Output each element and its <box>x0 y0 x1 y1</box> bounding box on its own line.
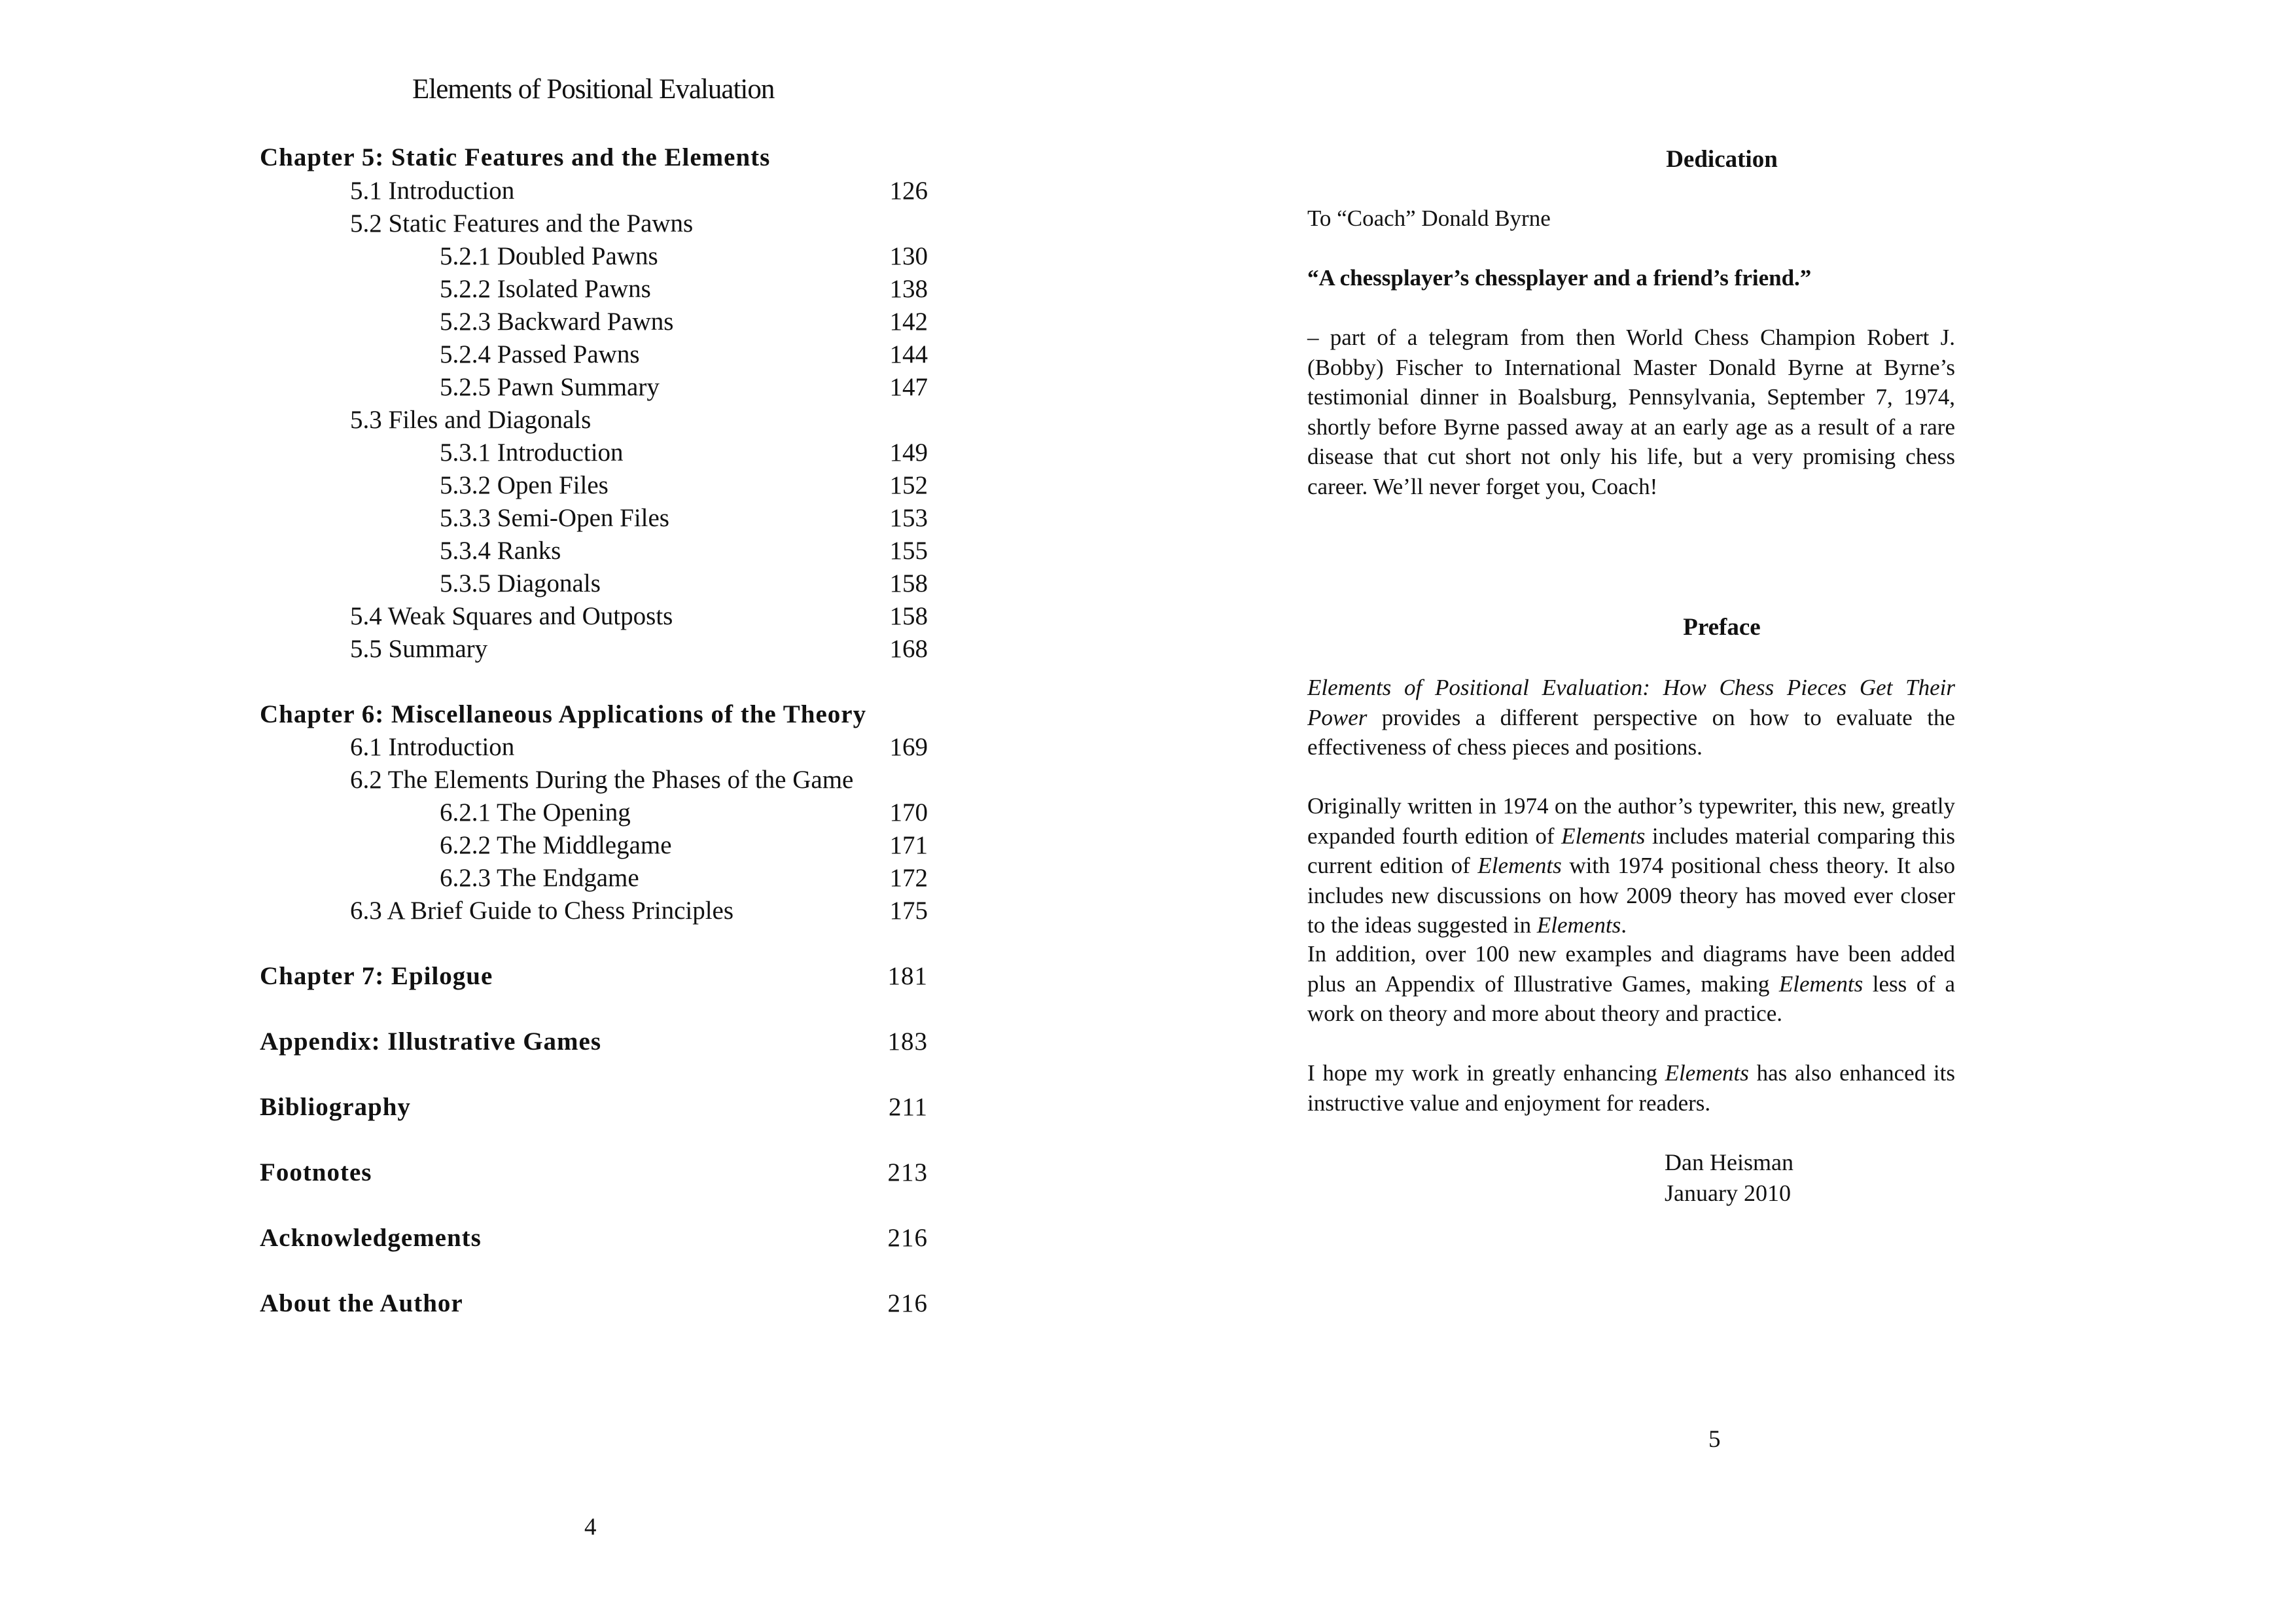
running-head: Elements of Positional Evaluation <box>412 74 775 105</box>
toc-entry-title: 5.2.3 Backward Pawns <box>440 308 674 336</box>
toc-entry-title: 5.2 Static Features and the Pawns <box>350 209 694 238</box>
toc-entry-title: Chapter 6: Miscellaneous Applications of the Theory <box>260 700 867 728</box>
toc-entry-page: 213 <box>887 1158 928 1186</box>
toc-entry-title: 6.1 Introduction <box>350 733 515 761</box>
toc-chapter-entry <box>260 960 928 993</box>
toc-entry <box>350 731 928 764</box>
toc-entry <box>440 567 928 600</box>
toc-chapter-entry <box>260 698 928 731</box>
toc-entry-title: 6.3 A Brief Guide to Chess Principles <box>350 897 734 925</box>
toc-entry <box>440 437 928 469</box>
toc-entry-page: 149 <box>889 438 928 467</box>
dedication-quote: “A chessplayer’s chessplayer and a friend’s friend.” <box>1307 265 1812 291</box>
toc-entry-title: 6.2.2 The Middlegame <box>440 831 672 859</box>
toc-entry-title: 5.4 Weak Squares and Outposts <box>350 602 673 630</box>
toc-entry-title: Chapter 7: Epilogue <box>260 962 493 990</box>
book-title: Elements of Positional Evaluation: How Chess Pieces Get Their Power <box>1307 675 1955 730</box>
toc-entry-page: 144 <box>889 340 928 368</box>
toc-entry-title: Footnotes <box>260 1158 372 1186</box>
toc-entry-title: Chapter 5: Static Features and the Elements <box>260 143 771 171</box>
toc-entry-page: 183 <box>887 1027 928 1056</box>
toc-entry <box>440 306 928 338</box>
toc-entry <box>350 600 928 633</box>
toc-entry-title: Acknowledgements <box>260 1224 482 1252</box>
toc-entry <box>350 175 928 207</box>
toc-entry-title: 5.5 Summary <box>350 635 488 663</box>
toc-entry-page: 171 <box>889 831 928 859</box>
toc-entry-page: 211 <box>888 1093 928 1121</box>
toc-entry <box>440 338 928 371</box>
toc-entry-title: 5.3.2 Open Files <box>440 471 609 499</box>
toc-chapter-entry <box>260 1222 928 1255</box>
preface-paragraph-2: Originally written in 1974 on the author’s typewriter, this new, greatly expanded fourth edition of Elements includes material comparing this current edition of Elements with 1974 positional chess theory. It also includes new discussions on how 2009 theory has moved ever closer to the ideas suggested in Elements. <box>1307 793 1955 938</box>
toc-chapter-entry <box>260 1287 928 1320</box>
dedication-body: – part of a telegram from then World Chess Champion Robert J. (Bobby) Fischer to International Master Donald Byrne at Byrne’s testimonial dinner in Boalsburg, Pennsylvania, September 7, 1974, shortly before Byrne passed away at an early age as a result of a rare disease that cut short not only his life, but a very promising chess career. We’ll never forget you, Coach! <box>1307 325 1955 499</box>
toc-entry-title: 6.2.1 The Opening <box>440 798 631 827</box>
toc-entry-page: 172 <box>889 864 928 892</box>
toc-entry <box>350 207 928 240</box>
toc-entry-page: 158 <box>889 602 928 630</box>
toc-entry-page: 153 <box>889 504 928 532</box>
toc-entry <box>440 240 928 273</box>
signature-date: January 2010 <box>1665 1180 1791 1206</box>
toc-entry-title: 5.3.5 Diagonals <box>440 569 601 597</box>
toc-chapter-entry <box>260 1091 928 1124</box>
preface-paragraph-3: In addition, over 100 new examples and diagrams have been added plus an Appendix of Illustrative Games, making Elements less of a work on theory and more about theory and practice. <box>1307 941 1955 1026</box>
toc-chapter-entry <box>260 1026 928 1058</box>
toc-entry <box>440 469 928 502</box>
toc-entry-page: 126 <box>889 177 928 205</box>
toc-entry-title: 5.2.2 Isolated Pawns <box>440 275 651 303</box>
toc-entry-title: 5.1 Introduction <box>350 177 515 205</box>
toc-entry-title: 5.2.5 Pawn Summary <box>440 373 660 401</box>
toc-entry <box>350 895 928 927</box>
toc-entry-page: 152 <box>889 471 928 499</box>
page-number-left: 4 <box>584 1514 597 1541</box>
toc-entry-page: 175 <box>889 897 928 925</box>
toc-entry-page: 142 <box>889 308 928 336</box>
toc-entry-title: 5.3.4 Ranks <box>440 537 561 565</box>
toc-entry-page: 216 <box>887 1224 928 1252</box>
toc-chapter-entry <box>260 141 928 174</box>
toc-entry-title: Appendix: Illustrative Games <box>260 1027 602 1056</box>
toc-entry-title: 5.3.1 Introduction <box>440 438 624 467</box>
toc-entry <box>440 829 928 862</box>
toc-entry <box>440 796 928 829</box>
toc-entry-page: 168 <box>889 635 928 663</box>
toc-entry-page: 170 <box>889 798 928 827</box>
preface-heading: Preface <box>1683 614 1761 641</box>
toc-entry <box>440 862 928 895</box>
preface-paragraph-1: Elements of Positional Evaluation: How Chess Pieces Get Their Power provides a different perspective on how to evaluate the effectiveness of chess pieces and positions. <box>1307 675 1955 760</box>
dedication-heading: Dedication <box>1666 146 1778 173</box>
toc-entry <box>350 633 928 666</box>
toc-entry-title: 6.2.3 The Endgame <box>440 864 639 892</box>
toc-entry-page: 130 <box>889 242 928 270</box>
toc-entry-title: Bibliography <box>260 1093 411 1121</box>
toc-entry-page: 138 <box>889 275 928 303</box>
toc-entry-page: 181 <box>887 962 928 990</box>
toc-entry <box>440 371 928 404</box>
toc-entry-title: 5.3.3 Semi-Open Files <box>440 504 669 532</box>
toc-entry-page: 155 <box>889 537 928 565</box>
toc-entry-title: 5.3 Files and Diagonals <box>350 406 592 434</box>
toc-chapter-entry <box>260 1156 928 1189</box>
toc-entry <box>440 502 928 535</box>
toc-entry <box>440 535 928 567</box>
dedication-to-line: To “Coach” Donald Byrne <box>1307 205 1551 231</box>
toc-entry <box>350 764 928 796</box>
toc-entry-title: About the Author <box>260 1289 463 1317</box>
toc-entry-title: 5.2.4 Passed Pawns <box>440 340 640 368</box>
page-number-right: 5 <box>1708 1426 1721 1453</box>
signature-name: Dan Heisman <box>1665 1149 1793 1175</box>
right-page <box>1148 0 2296 1623</box>
toc-entry-page: 169 <box>889 733 928 761</box>
toc-entry-title: 5.2.1 Doubled Pawns <box>440 242 658 270</box>
toc-entry-page: 147 <box>889 373 928 401</box>
toc-entry-title: 6.2 The Elements During the Phases of the Game <box>350 766 854 794</box>
toc-entry-page: 158 <box>889 569 928 597</box>
toc-entry-page: 216 <box>887 1289 928 1317</box>
toc-entry <box>350 404 928 437</box>
preface-paragraph-4: I hope my work in greatly enhancing Elements has also enhanced its instructive value and enjoyment for readers. <box>1307 1060 1955 1116</box>
toc-entry <box>440 273 928 306</box>
